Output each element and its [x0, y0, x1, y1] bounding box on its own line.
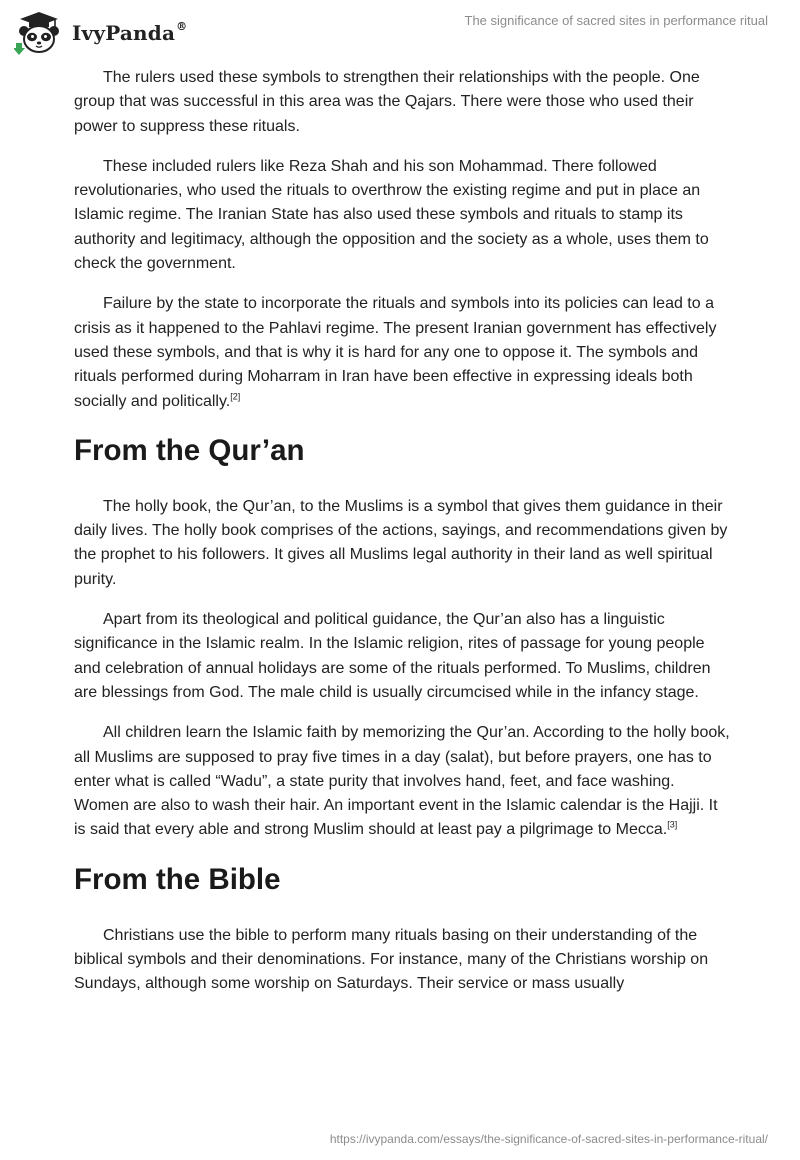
paragraph: These included rulers like Reza Shah and his son Mohammad. There followed revolutionaries, who used the rituals to overthrow the existing regime and put in place an Islamic regime. The Iranian State has also used these symbols and rituals to stamp its authority and legitimacy, although the opposition and the society as a whole, uses them to check the government.	[74, 157, 709, 273]
paragraph: Apart from its theological and political guidance, the Qur’an also has a linguistic significance in the Islamic realm. In the Islamic religion, rites of passage for young people and celebration of annual holidays are some of the rituals performed. To Muslims, children are blessings from God. The male child is usually circumcised while in the infancy stage.	[74, 611, 711, 701]
citation-link[interactable]: [3]	[667, 820, 678, 831]
footer-url[interactable]: https://ivypanda.com/essays/the-significance-of-sacred-sites-in-performance-ritual/	[329, 1132, 768, 1146]
panda-graduate-icon	[14, 10, 64, 56]
document-title: The significance of sacred sites in performance ritual	[464, 13, 768, 28]
registered-mark: ®	[176, 20, 188, 34]
paragraph: Failure by the state to incorporate the rituals and symbols into its policies can lead to a crisis as it happened to the Pahlavi regime. The present Iranian government has effectively used these symbols, and that is why it is hard for any one to oppose it. The symbols and rituals performed during Moharram in Iran have been effective in expressing ideals both socially and politically.[2]	[74, 295, 717, 410]
brand-name: IvyPanda®	[72, 20, 188, 45]
paragraph: The rulers used these symbols to strengthen their relationships with the people. One group that was successful in this area was the Qajars. There were those who used their power to suppress these rituals.	[74, 69, 700, 135]
section-heading: From the Qur’an	[74, 433, 305, 467]
brand-logo[interactable]	[14, 10, 187, 56]
essay-body	[74, 66, 732, 1013]
paragraph: Christians use the bible to perform many rituals basing on their understanding of the biblical symbols and their denominations. For instance, many of the Christians worship on Sundays, although some worship on Saturdays. Their service or mass usually	[74, 926, 709, 993]
paragraph: All children learn the Islamic faith by memorizing the Qur’an. According to the holly book, all Muslims are supposed to pray five times in a day (salat), but before prayers, one has to enter what is called “Wadu”, a state purity that involves hand, feet, and face washing. Women are also to wash their hair. An important event in the Islamic calendar is the Hajji. It is said that every able and strong Muslim should at least pay a pilgrimage to Mecca.[3]	[74, 724, 730, 839]
section-heading: From the Bible	[74, 862, 281, 896]
citation-link[interactable]: [2]	[230, 391, 241, 402]
paragraph: The holly book, the Qur’an, to the Muslims is a symbol that gives them guidance in their daily lives. The holly book comprises of the actions, sayings, and recommendations given by the prophet to his followers. It gives all Muslims legal authority in their land as well spiritual purity.	[74, 497, 728, 588]
page-header	[0, 0, 800, 60]
